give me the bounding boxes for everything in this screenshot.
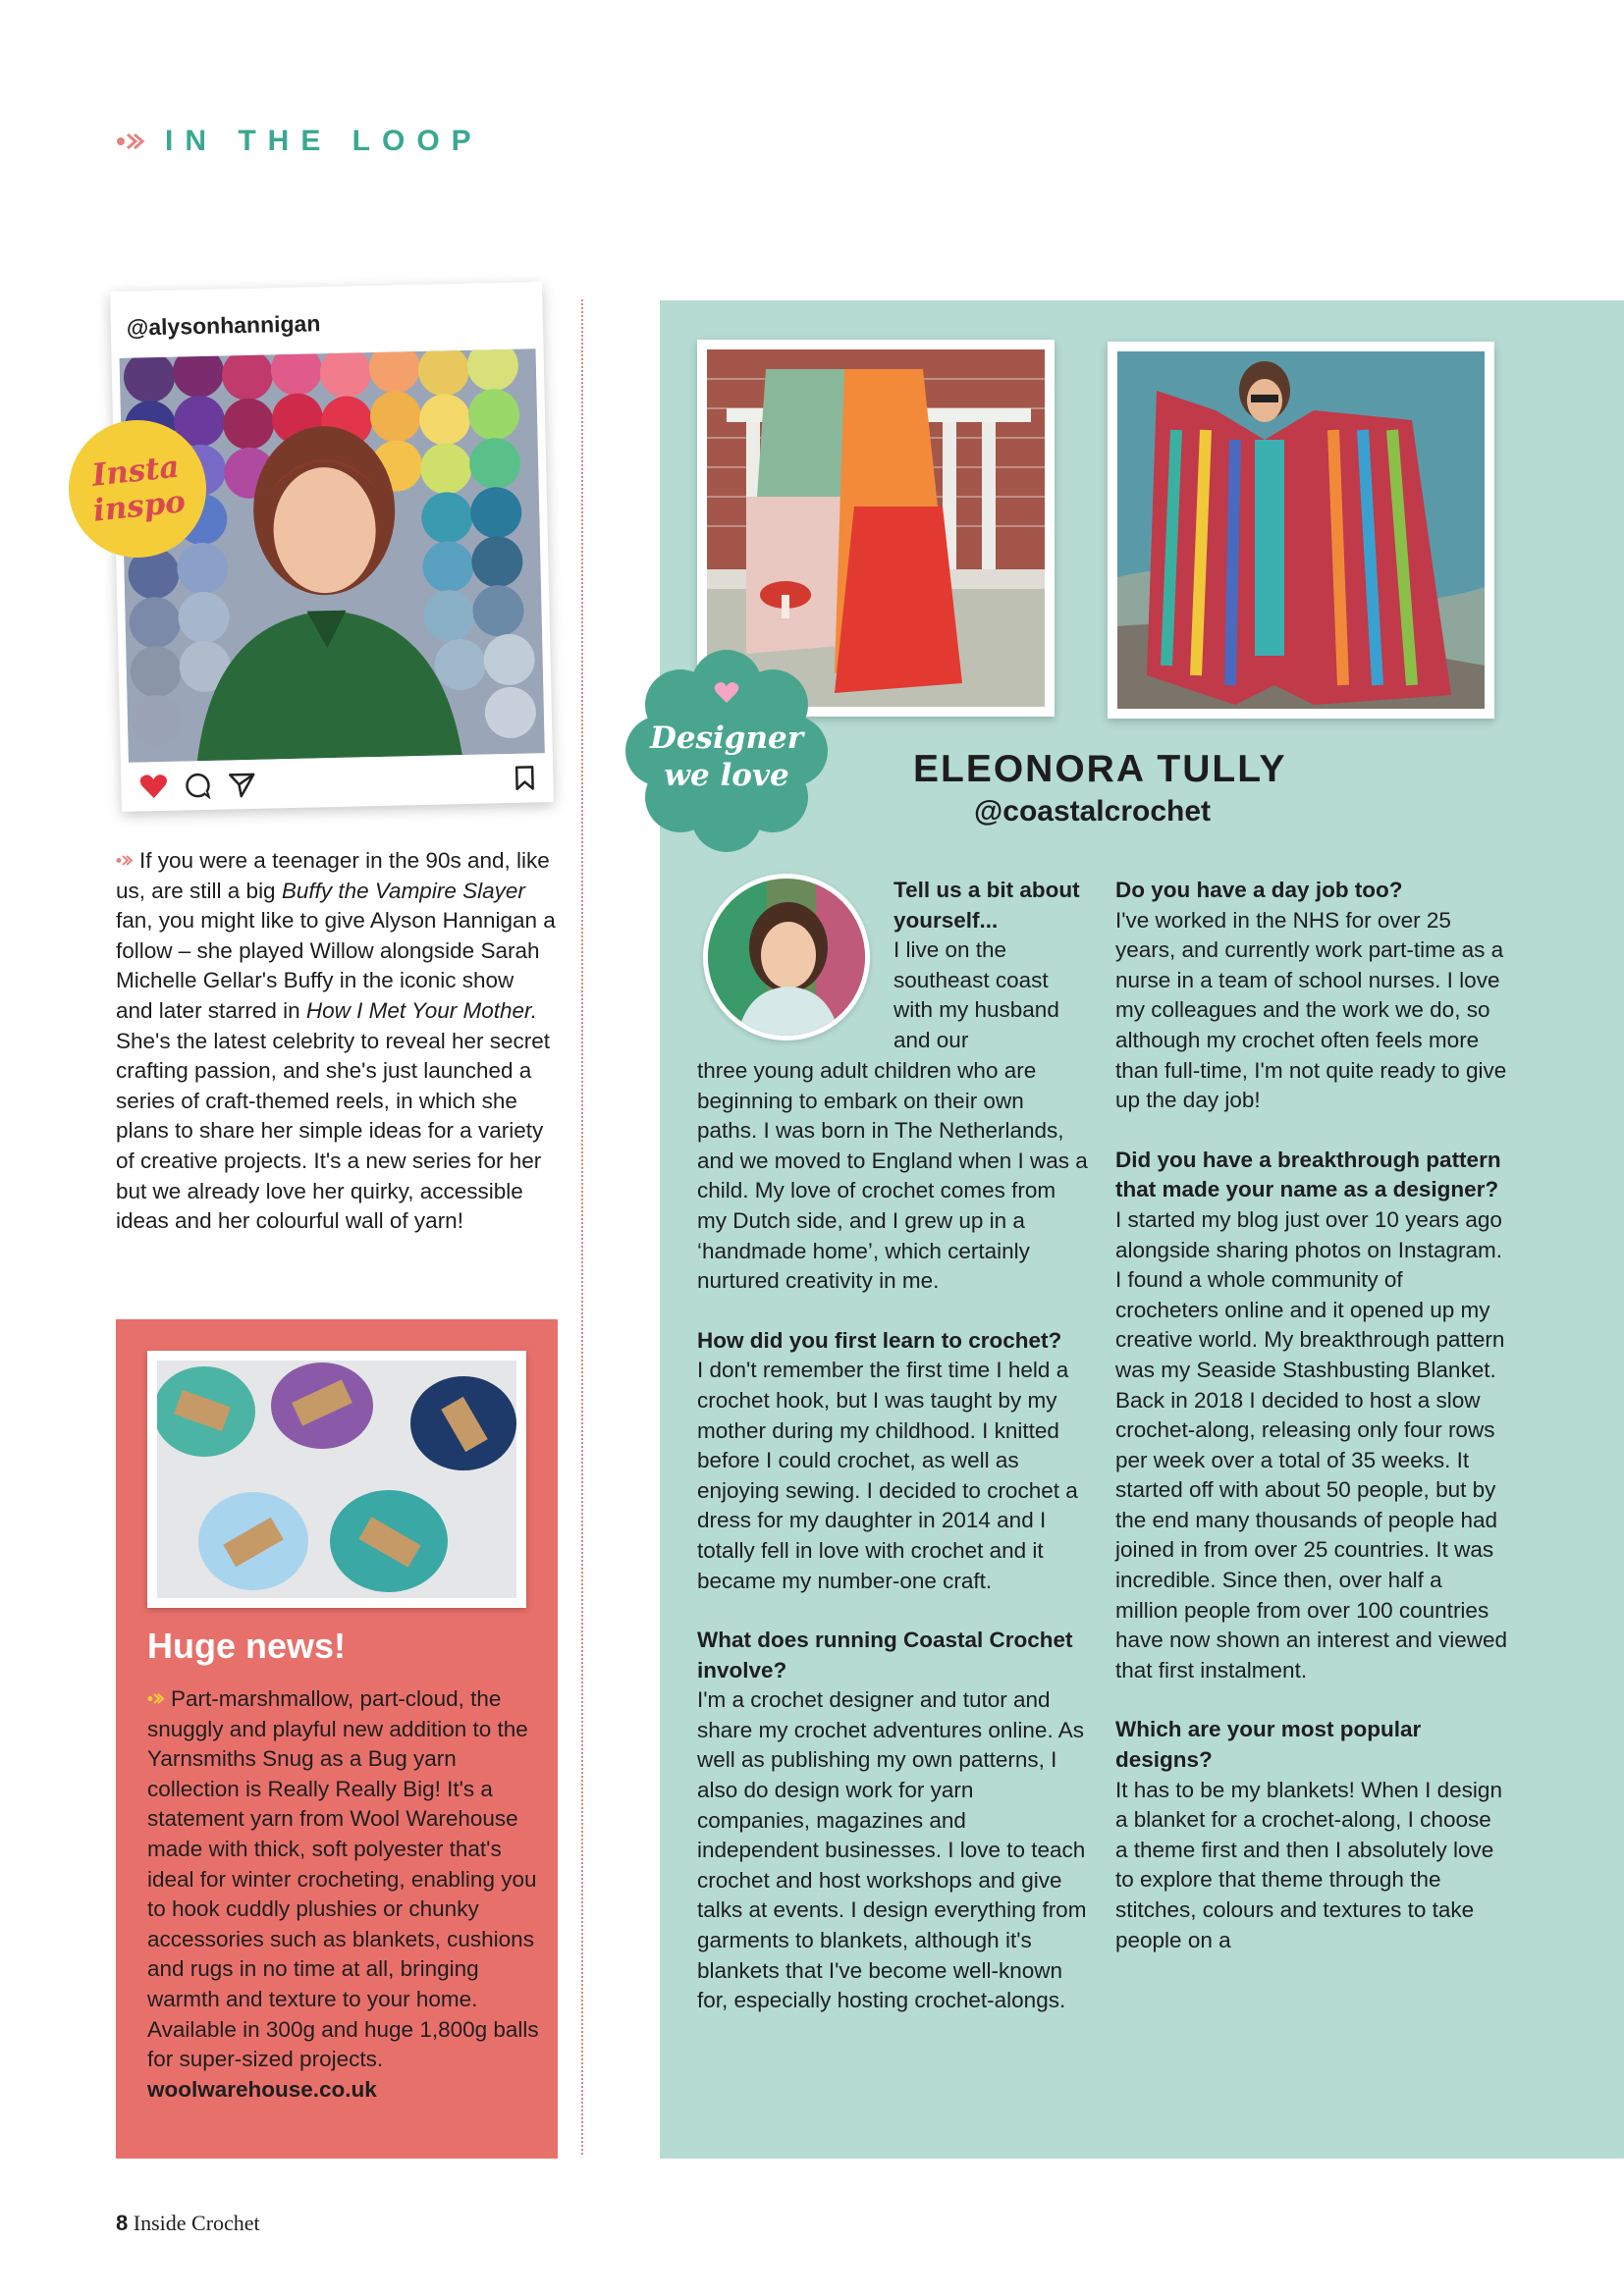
instagram-photo: [120, 348, 545, 763]
heart-icon[interactable]: [138, 773, 169, 801]
comment-icon[interactable]: [184, 772, 212, 800]
arrow-icon: [116, 855, 134, 866]
news-link[interactable]: woolwarehouse.co.uk: [147, 2076, 377, 2102]
designer-we-love-badge: [623, 648, 830, 854]
answer-text: I live on the southeast coast with my husband and our: [893, 937, 1059, 1052]
column-divider: [581, 299, 583, 2155]
blanket-beach-photo: [1117, 351, 1485, 709]
question-heading: Which are your most popular designs?: [1115, 1717, 1422, 1773]
news-body: Part-marshmallow, part-cloud, the snuggly and playful new addition to the Yarnsmiths Snug as a Bug yarn collection is Really Really Big! It's a statement yarn from Wool Warehouse made with thick, soft polyester that's ideal for winter crocheting, enabling you to hook cuddly plushies or chunky accessories such as blankets, cushions and rugs in no time at all, bringing warmth and texture to your home. Available in 300g and huge 1,800g balls for super-sized projects.: [147, 1686, 539, 2072]
question-heading: Do you have a day job too?: [1115, 878, 1403, 902]
answer-text: I started my blog just over 10 years ago alongside sharing photos on Instagram. I found a whole community of crocheters online and it opened up my creative world. My breakthrough pattern was my Seaside Stashbusting Blanket. Back in 2018 I decided to host a slow crochet-along, releasing only four rows per week over a total of 35 weeks. It started off with about 50 people, but by the end many thousands of people had joined in from over 25 countries. It was incredible. Since then, over half a million people from over 100 countries have now shown an interest and viewed that first instalment.: [1115, 1206, 1508, 1682]
page-footer: [116, 2211, 260, 2236]
answer-text: three young adult children who are beginning to embark on their own paths. I was born in The Netherlands, and we moved to England when I was a child. My love of crochet comes from my Dutch side, and I grew up in a ‘handmade home’, which certainly nurtured creativity in me.: [697, 1058, 1088, 1294]
section-header: [116, 125, 483, 158]
share-icon[interactable]: [227, 771, 257, 799]
question-heading: Tell us a bit about yourself...: [893, 878, 1080, 933]
news-text: [147, 1684, 540, 2105]
answer-text: It has to be my blankets! When I design a blanket for a crochet-along, I choose a theme first and then I absolutely love to explore that theme through the stitches, colours and textures to take people on a: [1115, 1777, 1502, 1952]
section-title: IN THE LOOP: [165, 125, 483, 157]
news-box: [116, 1319, 558, 2159]
blanket-beach-photo-frame: [1108, 342, 1494, 719]
badge-line-1: Designer: [649, 721, 804, 756]
interview-column-2: [1115, 876, 1508, 1955]
interview-intro: [893, 876, 1090, 1056]
answer-text: I'm a crochet designer and tutor and share my crochet adventures online. As well as publishing my own patterns, I also do design work for yarn companies, magazines and independent businesses. I love to teach crochet and host workshops and give talks at events. I design everything from garments to blankets, although it's blankets that I've become well-known for, especially hosting crochet-alongs.: [697, 1687, 1087, 2013]
designer-name: ELEONORA TULLY: [913, 748, 1287, 790]
page-number: 8: [116, 2211, 129, 2235]
question-heading: Did you have a breakthrough pattern that made your name as a designer?: [1115, 1147, 1501, 1202]
article-text-part: If you were a teenager in the 90s and, like us, are still a big: [116, 848, 550, 903]
badge-line-2: we love: [664, 758, 789, 793]
arrow-icon: [147, 1693, 165, 1704]
question-heading: How did you first learn to crochet?: [697, 1327, 1062, 1353]
yarn-photo-frame: [147, 1351, 526, 1608]
magazine-name: Inside Crochet: [133, 2211, 260, 2235]
interview-column-1: [697, 1056, 1090, 2016]
badge-line-2: inspo: [91, 484, 188, 529]
answer-text: I don't remember the first time I held a crochet hook, but I was taught by my mother during my childhood. I knitted before I could crochet, as well as enjoying sewing. I decided to crochet a dress for my daughter in 2014 and I totally fell in love with crochet and it became my number-one craft.: [697, 1358, 1078, 1593]
instagram-actions: [138, 761, 540, 803]
news-title: Huge news!: [147, 1626, 347, 1666]
show-title: Buffy the Vampire Slayer: [281, 878, 525, 903]
article-text-part: She's the latest celebrity to reveal her secret crafting passion, and she's just launched a series of craft-themed reels, in which she plans to share her simple ideas for a variety of creative projects. It's a new series for her but we already love her quirky, accessible ideas and her colourful wall of yarn!: [116, 1028, 551, 1234]
instagram-post: [110, 282, 554, 812]
bookmark-icon[interactable]: [514, 764, 536, 791]
article-text-part: fan, you might like to give Alyson Hannigan a follow – she played Willow alongside Sarah Michelle Gellar's Buffy in the iconic show and later starred in: [116, 908, 556, 1023]
designer-handle[interactable]: @coastalcrochet: [974, 795, 1212, 828]
show-title: How I Met Your Mother.: [305, 997, 537, 1023]
question-heading: What does running Coastal Crochet involve?: [697, 1628, 1073, 1682]
instagram-handle[interactable]: @alysonhannigan: [126, 310, 321, 341]
answer-text: I've worked in the NHS for over 25 years, and currently work part-time as a nurse in a team of school nurses. I love my colleagues and the work we do, so although my crochet often feels more than full-time, I'm not quite ready to give up the day job!: [1115, 907, 1507, 1113]
yarn-photo: [157, 1361, 516, 1598]
arrow-icon: [116, 133, 145, 150]
designer-portrait: [703, 874, 870, 1041]
instagram-article-text: [116, 846, 556, 1237]
badge-line-1: Insta: [90, 449, 182, 494]
